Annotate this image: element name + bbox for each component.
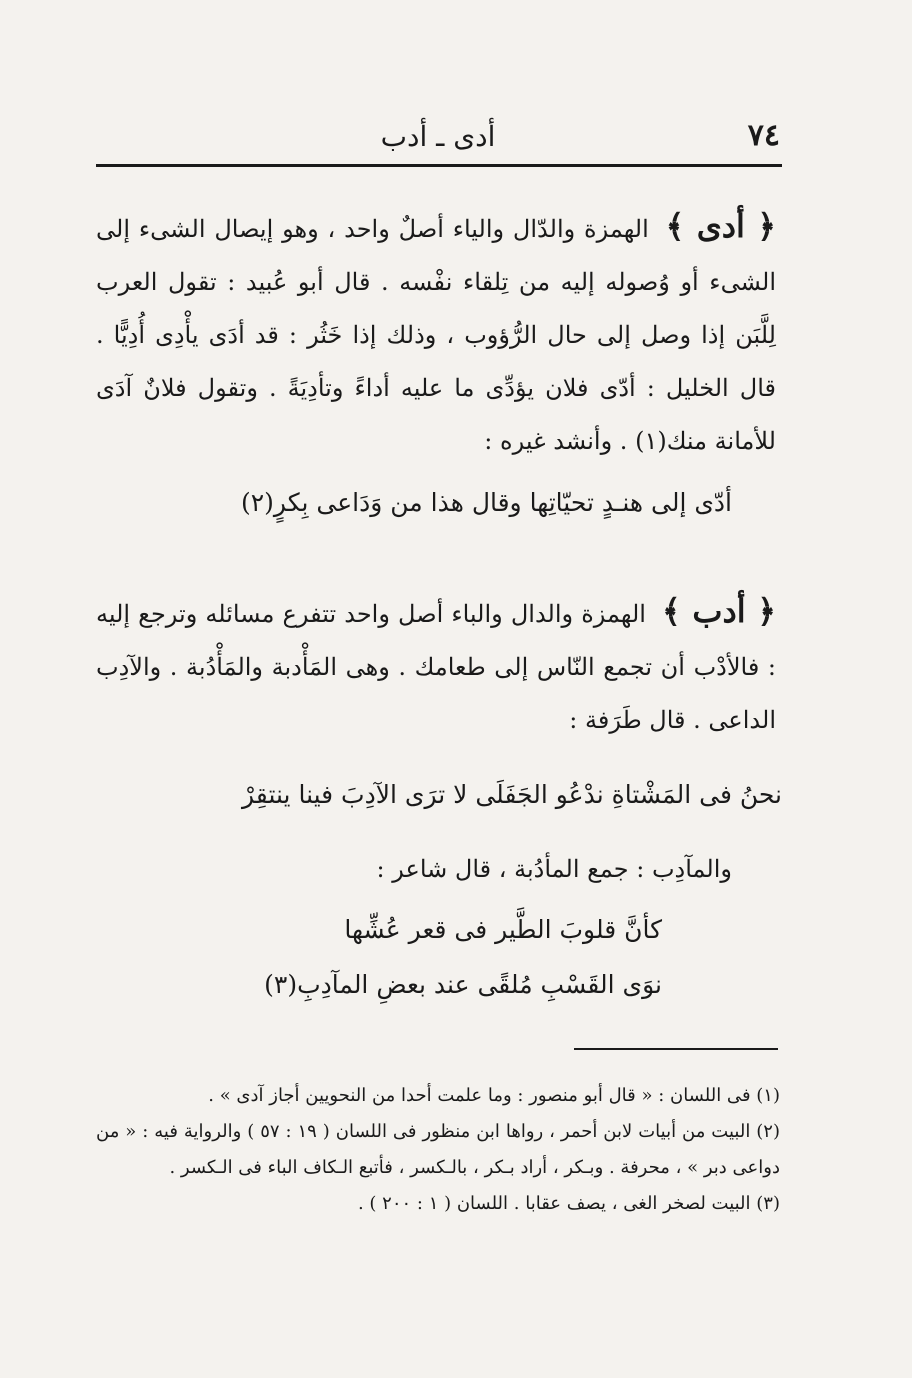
verse-line: كأنَّ قلوبَ الطَّير فى قعر عُشِّها [344, 915, 662, 944]
verse-line: نوَى القَسْبِ مُلقًى عند بعضِ المآدِبِ(٣) [264, 970, 662, 999]
entry-adab [96, 585, 776, 747]
header-rule [96, 164, 782, 167]
page-number: ٧٤ [747, 118, 780, 153]
entry-text: الهمزة والدّال والياء أصلٌ واحد ، وهو إيصال الشىء إلى الشىء أو وُصوله إليه من تِلقاء نفْسه . قال أبو عُبيد : تقول العرب لِلَّبَن إذا وصل إلى حال الرُّؤوب ، وذلك إذا خَثُر : قد أدَى يأْدِى أُدِيًّا . قال الخليل : أدّى فلان يؤدِّى ما عليه أداءً وتأدِيَةً . وتقول فلانٌ آدَى للأمانة منك(١) . وأنشد غيره : [96, 215, 776, 455]
footnote-rule [574, 1048, 778, 1050]
verse-line: نحنُ فى المَشْتاةِ ندْعُو الجَفَلَى لا ترَى الآدِبَ فينا ينتقِرْ [242, 780, 782, 809]
page-header [96, 118, 780, 162]
entry-text: الهمزة والدال والباء أصل واحد تتفرع مسائله وترجع إليه : فالأدْب أن تجمع النّاس إلى طعامك . وهى المَأْدبة والمَأْدُبة . والآدِب الداعى . قال طَرَفة : [96, 600, 776, 734]
footnote: (٢) البيت من أبيات لابن أحمر ، رواها ابن منظور فى اللسان ( ١٩ : ٥٧ ) والرواية فيه : « من دواعى دبر » ، محرفة . وبـكر ، أراد بـكر ، بالـكسر ، فأتبع الـكاف الباء فى الـكسر . [96, 1121, 780, 1178]
headword-adaa: ﴿ أدى ﴾ [665, 207, 776, 245]
footnotes [96, 1078, 780, 1222]
footnote: (٣) البيت لصخر الغى ، يصف عقابا . اللسان ( ١ : ٢٠٠ ) . [357, 1193, 780, 1214]
headword-adab: ﴿ أدب ﴾ [662, 592, 776, 630]
verse-line: أدّى إلى هنـدٍ تحيّاتِها وقال هذا من وَدَاعى بِكرٍ(٢) [240, 488, 732, 517]
entry-adaa [96, 200, 776, 468]
entry-text: والمآدِب : جمع المأدُبة ، قال شاعر : [376, 855, 732, 883]
running-title: أدى ـ أدب [380, 120, 496, 153]
footnote: (١) فى اللسان : « قال أبو منصور : وما علمت أحدا من النحويين أجاز آدى » . [208, 1085, 780, 1106]
